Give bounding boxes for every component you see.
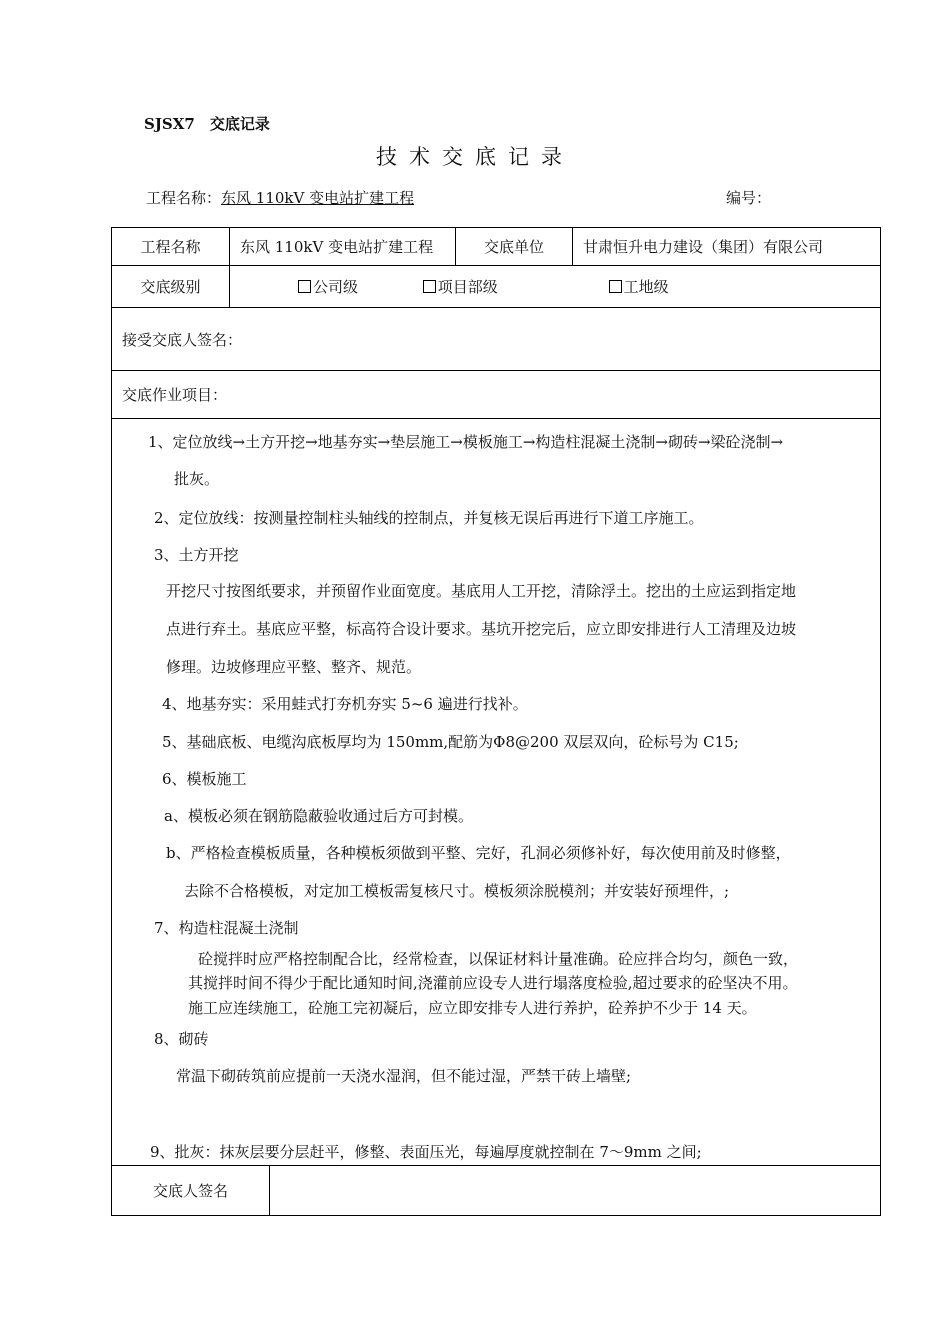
content-line: 批灰。 [174, 470, 220, 488]
content-line: 其搅拌时间不得少于配比通知时间,浇灌前应设专人进行塌落度检验,超过要求的砼坚决不用。 [188, 974, 798, 992]
level-options [230, 266, 881, 308]
content-line: a、模板必须在钢筋隐蔽验收通过后方可封模。 [164, 807, 473, 825]
content-line: 修理。边坡修理应平整、整齐、规范。 [166, 658, 422, 676]
content-line: 去除不合格模板，对定加工模板需复核尺寸。模板须涂脱模剂；并安装好预埋件，; [184, 882, 730, 900]
project-value: 东风 110kV 变电站扩建工程 [221, 189, 415, 207]
content-line: 9、批灰：抹灰层要分层赶平，修整、表面压光，每遍厚度就控制在 7～9mm 之间; [150, 1143, 702, 1161]
project-name-label: 工程名称 [112, 228, 230, 266]
content-line: 砼搅拌时应严格控制配合比，经常检查，以保证材料计量准确。砼应拌合均匀，颜色一致， [198, 950, 799, 968]
content-line: 3、土方开挖 [154, 546, 239, 564]
work-item-label: 交底作业项目： [112, 371, 881, 419]
signer-signature-field[interactable] [270, 1166, 881, 1216]
content-line: 5、基础底板、电缆沟底板厚均为 150mm,配筋为Φ8@200 双层双向，砼标号为 C15; [162, 733, 739, 751]
content-line: 点进行弃土。基底应平整，标高符合设计要求。基坑开挖完后，应立即安排进行人工清理及边坡 [166, 620, 797, 638]
project-name-value: 东风 110kV 变电站扩建工程 [230, 228, 456, 266]
level-label: 交底级别 [112, 266, 230, 308]
content-line: 7、构造柱混凝土浇制 [154, 919, 299, 937]
project-line [146, 187, 414, 208]
checkbox-icon [423, 280, 436, 293]
content-line: 常温下砌砖筑前应提前一天浇水湿润，但不能过湿，严禁干砖上墙壁; [176, 1067, 632, 1085]
serial-label: 编号： [726, 189, 772, 207]
content-line: 开挖尺寸按图纸要求，并预留作业面宽度。基底用人工开挖，清除浮土。挖出的土应运到指定地 [166, 582, 797, 600]
project-label: 工程名称： [146, 189, 222, 207]
receiver-signature-field[interactable]: 接受交底人签名： [112, 308, 881, 371]
unit-value: 甘肃恒升电力建设（集团）有限公司 [573, 228, 881, 266]
content-line: 1、定位放线→土方开挖→地基夯实→垫层施工→模板施工→构造柱混凝土浇制→砌砖→梁砼浇制→ [148, 433, 784, 451]
checkbox-icon [298, 280, 311, 293]
content-line: 8、砌砖 [154, 1030, 209, 1048]
content-line: 2、定位放线：按测量控制柱头轴线的控制点，并复核无误后再进行下道工序施工。 [154, 509, 704, 527]
signer-label: 交底人签名 [112, 1166, 270, 1216]
checkbox-icon [609, 280, 622, 293]
form-code: SJSX7 交底记录 [144, 115, 270, 133]
work-item-content [112, 419, 881, 1166]
content-line: b、严格检查模板质量，各种模板须做到平整、完好，孔洞必须修补好，每次使用前及时修整， [166, 844, 791, 862]
page-title: 技术交底记录 [376, 145, 574, 169]
level-option-site[interactable]: 工地级 [609, 276, 669, 297]
unit-label: 交底单位 [456, 228, 573, 266]
level-option-company[interactable]: 公司级 [298, 276, 358, 297]
content-line: 6、模板施工 [162, 770, 247, 788]
level-option-project-dept[interactable]: 项目部级 [423, 276, 498, 297]
content-line: 4、地基夯实：采用蛙式打夯机夯实 5~6 遍进行找补。 [162, 695, 528, 713]
content-line: 施工应连续施工，砼施工完初凝后，应立即安排专人进行养护，砼养护不少于 14 天。 [188, 999, 757, 1017]
record-table [111, 227, 881, 1216]
